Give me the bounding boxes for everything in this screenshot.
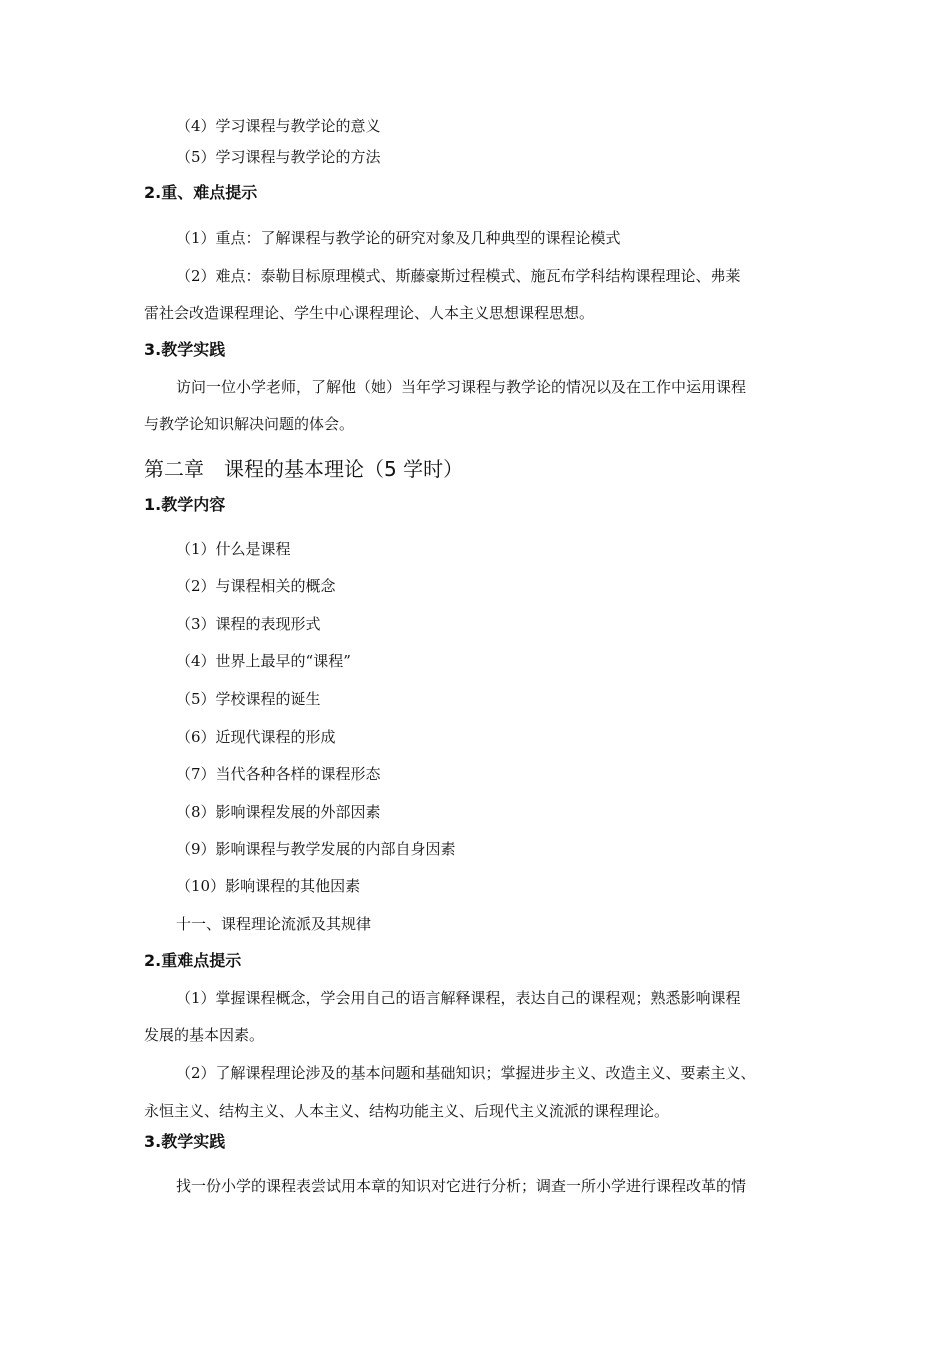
list-item: （9）影响课程与教学发展的内部自身因素 [176, 840, 456, 858]
list-item: （5）学习课程与教学论的方法 [176, 148, 381, 166]
list-item: （1）什么是课程 [176, 540, 291, 558]
paragraph-line: 访问一位小学老师，了解他（她）当年学习课程与教学论的情况以及在工作中运用课程 [176, 378, 747, 396]
section-heading: 3.教学实践 [144, 1132, 226, 1151]
paragraph-line: （1）重点：了解课程与教学论的研究对象及几种典型的课程论模式 [176, 229, 621, 247]
section-heading: 2.重难点提示 [144, 951, 242, 970]
paragraph-line: （2）了解课程理论涉及的基本问题和基础知识；掌握进步主义、改造主义、要素主义、 [176, 1064, 756, 1082]
section-heading: 2.重、难点提示 [144, 183, 258, 202]
section-heading: 3.教学实践 [144, 340, 226, 359]
list-item: （2）与课程相关的概念 [176, 577, 336, 595]
paragraph-line: （2）难点：泰勒目标原理模式、斯藤豪斯过程模式、施瓦布学科结构课程理论、弗莱 [176, 267, 741, 285]
chapter-title: 第二章 课程的基本理论（5 学时） [144, 457, 464, 481]
paragraph-line: 雷社会改造课程理论、学生中心课程理论、人本主义思想课程思想。 [144, 304, 595, 322]
list-item: （7）当代各种各样的课程形态 [176, 765, 381, 783]
section-heading: 1.教学内容 [144, 495, 226, 514]
list-item: （4）学习课程与教学论的意义 [176, 117, 381, 135]
list-item: （5）学校课程的诞生 [176, 690, 321, 708]
list-item: （10）影响课程的其他因素 [176, 877, 361, 895]
list-item: （6）近现代课程的形成 [176, 728, 336, 746]
paragraph-line: 与教学论知识解决问题的体会。 [144, 415, 355, 433]
list-item: （4）世界上最早的“课程” [176, 652, 351, 670]
paragraph-line: 永恒主义、结构主义、人本主义、结构功能主义、后现代主义流派的课程理论。 [144, 1102, 670, 1120]
list-item: （3）课程的表现形式 [176, 615, 321, 633]
paragraph-line: 发展的基本因素。 [144, 1026, 265, 1044]
list-item: 十一、课程理论流派及其规律 [176, 915, 372, 933]
list-item: （8）影响课程发展的外部因素 [176, 803, 381, 821]
paragraph-line: 找一份小学的课程表尝试用本章的知识对它进行分析；调查一所小学进行课程改革的情 [176, 1177, 747, 1195]
paragraph-line: （1）掌握课程概念，学会用自己的语言解释课程，表达自己的课程观；熟悉影响课程 [176, 989, 741, 1007]
